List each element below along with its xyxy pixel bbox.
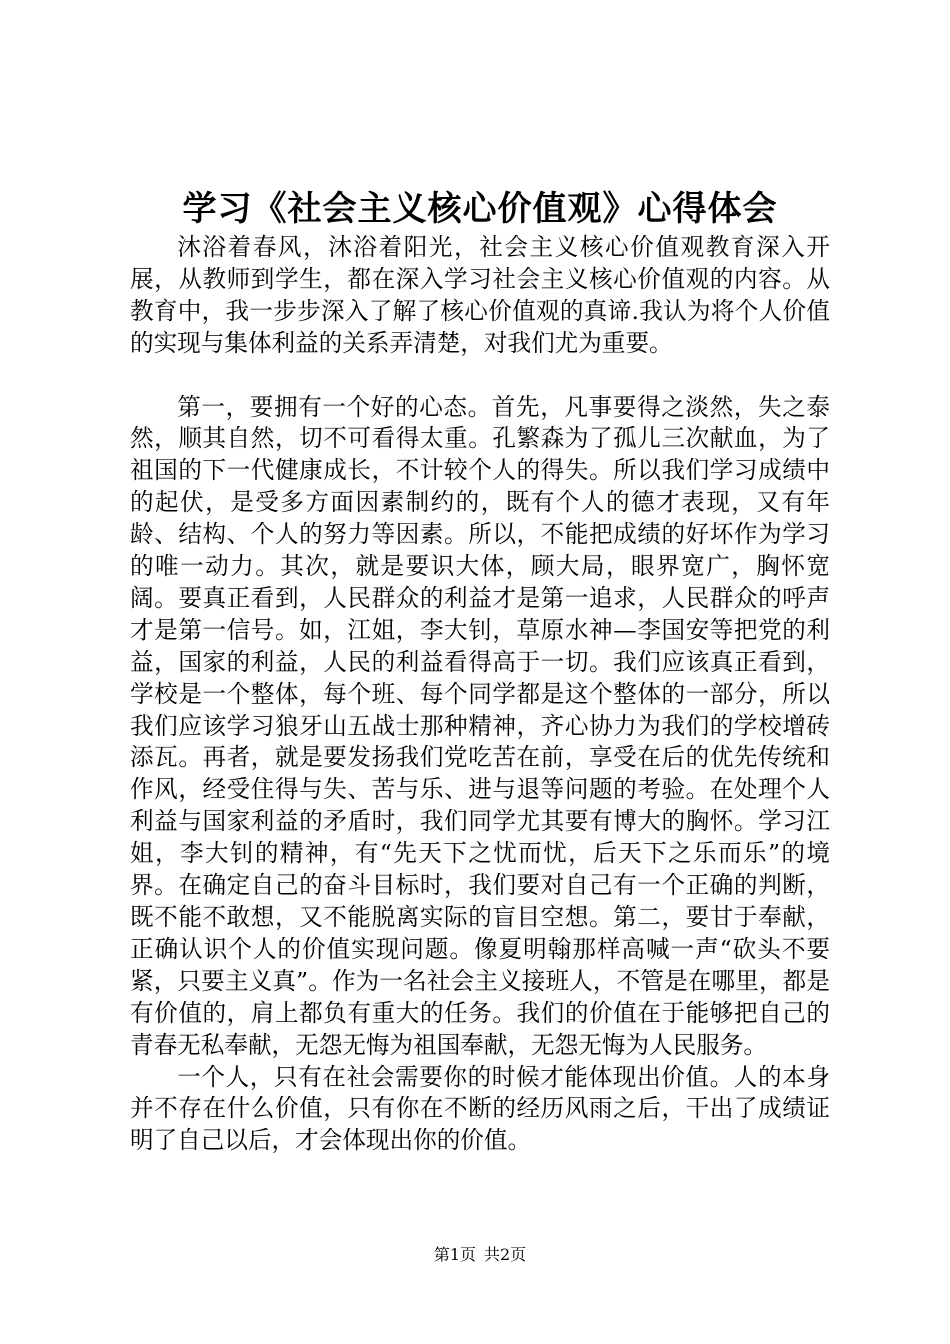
page-footer	[130, 1243, 830, 1267]
paragraph-main: 第一，要拥有一个好的心态。首先，凡事要得之淡然，失之泰然，顺其自然，切不可看得太重。孔繁森为了孤儿三次献血，为了祖国的下一代健康成长，不计较个人的得失。所以我们学习成绩中的起伏，是受多方面因素制约的，既有个人的德才表现，又有年龄、结构、个人的努力等因素。所以，不能把成绩的好坏作为学习的唯一动力。其次，就是要识大体，顾大局，眼界宽广，胸怀宽阔。要真正看到，人民群众的利益才是第一追求，人民群众的呼声才是第一信号。如，江姐，李大钊，草原水神—李国安等把党的利益，国家的利益，人民的利益看得高于一切。我们应该真正看到，学校是一个整体，每个班、每个同学都是这个整体的一部分，所以我们应该学习狼牙山五战士那种精神，齐心协力为我们的学校增砖添瓦。再者，就是要发扬我们党吃苦在前，享受在后的优先传统和作风，经受住得与失、苦与乐、进与退等问题的考验。在处理个人利益与国家利益的矛盾时，我们同学尤其要有博大的胸怀。学习江姐，李大钊的精神，有“先天下之忧而忧，后天下之乐而乐”的境界。在确定自己的奋斗目标时，我们要对自己有一个正确的判断，既不能不敢想，又不能脱离实际的盲目空想。第二，要甘于奉献，正确认识个人的价值实现问题。像夏明翰那样高喊一声“砍头不要紧，只要主义真”。作为一名社会主义接班人，不管是在哪里，都是有价值的，肩上都负有重大的任务。我们的价值在于能够把自己的青春无私奉献，无怨无悔为祖国奉献，无怨无悔为人民服务。	[130, 392, 830, 1059]
page-number-current: 第1页	[433, 1245, 476, 1264]
document-page	[130, 0, 830, 1344]
document-title: 学习《社会主义核心价值观》心得体会	[182, 189, 778, 229]
paragraph-closing: 一个人，只有在社会需要你的时候才能体现出价值。人的本身并不存在什么价值，只有你在不断的经历风雨之后，干出了成绩证明了自己以后，才会体现出你的价值。	[130, 1062, 830, 1155]
paragraph-intro: 沐浴着春风，沐浴着阳光，社会主义核心价值观教育深入开展，从教师到学生，都在深入学习社会主义核心价值观的内容。从教育中，我一步步深入了解了核心价值观的真谛.我认为将个人价值的实现与集体利益的关系弄清楚，对我们尤为重要。	[130, 233, 830, 357]
page-number-total: 共2页	[484, 1245, 527, 1264]
document-body	[130, 232, 830, 1157]
